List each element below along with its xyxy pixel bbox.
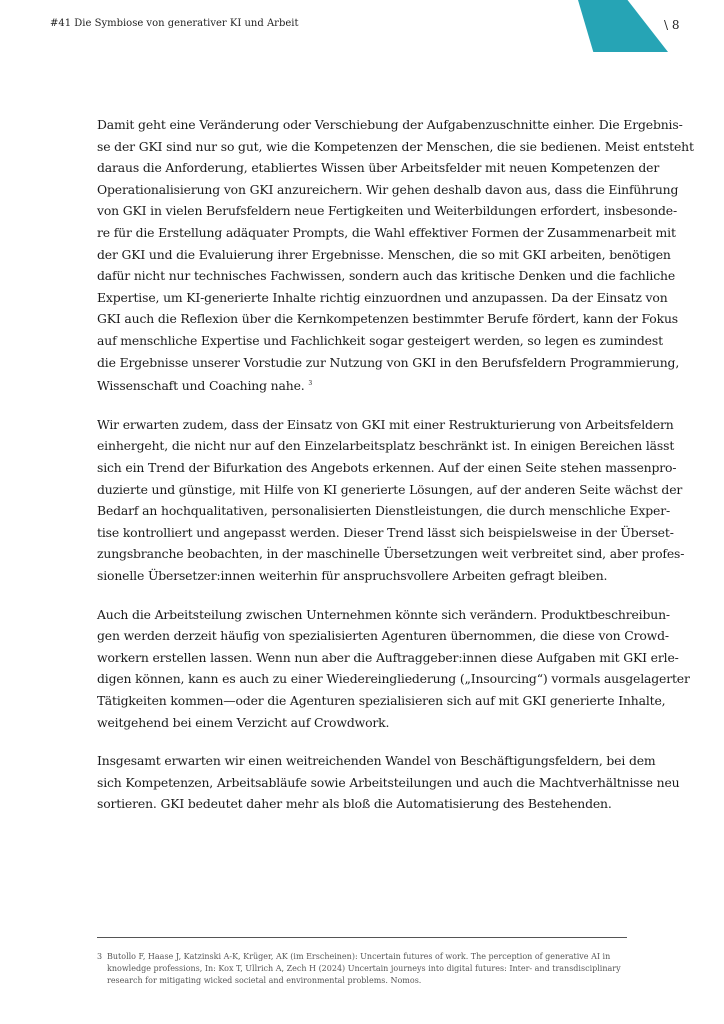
line-text: die Ergebnisse unserer Vorstudie zur Nutzung von GKI in den Berufsfeldern Programmierung, (97, 354, 680, 370)
line-text: Auch die Arbeitsteilung zwischen Unternehmen könnte sich verändern. Produktbeschreibun- (97, 606, 670, 622)
paragraph (97, 604, 690, 734)
text-line (97, 200, 677, 222)
text-line (97, 625, 669, 647)
line-text: gen werden derzeit häufig von spezialisierten Agenturen übernommen, die diese von Crowd- (97, 628, 669, 644)
line-text: Tätigkeiten kommen—oder die Agenturen spezialisieren sich auf mit GKI generierte Inhalte, (97, 692, 666, 708)
line-text: digen können, kann es auch zu einer Wiedereingliederung („Insourcing“) vormals ausgelagerter (97, 671, 690, 687)
text-line (97, 136, 694, 158)
footnote-number: 3 (97, 952, 103, 961)
running-title: #41 Die Symbiose von generativer KI und Arbeit (50, 18, 299, 29)
text-line (97, 114, 683, 136)
line-text: Insgesamt erwarten wir einen weitreichenden Wandel von Beschäftigungsfeldern, bei dem (97, 753, 656, 769)
text-line (97, 435, 675, 457)
text-line (97, 287, 668, 309)
text-line (97, 330, 663, 352)
text-line (97, 647, 679, 669)
text-line (97, 543, 685, 565)
text-line (97, 222, 676, 244)
line-text: daraus die Anforderung, etabliertes Wissen über Arbeitsfelder mit neuen Kompetenzen der (97, 160, 660, 176)
text-line (97, 352, 680, 374)
line-text: auf menschliche Expertise und Fachlichkeit sogar gesteigert werden, so legen es zumindest (97, 332, 663, 348)
text-line (97, 522, 674, 544)
text-line (97, 479, 683, 501)
line-text: re für die Erstellung adäquater Prompts, die Wahl effektiver Formen der Zusammenarbeit mit (97, 224, 676, 240)
text-line (97, 157, 660, 179)
line-text: Wissenschaft und Coaching nahe. (97, 378, 305, 394)
body-text (97, 114, 694, 832)
paragraph (97, 750, 680, 815)
line-text: sich Kompetenzen, Arbeitsabläufe sowie Arbeitsteilungen und auch die Machtverhältnisse neu (97, 774, 680, 790)
footnote-ref[interactable]: 3 (308, 380, 313, 388)
line-text: Damit geht eine Veränderung oder Verschiebung der Aufgabenzuschnitte einher. Die Ergebnis- (97, 117, 683, 132)
line-text: Wir erwarten zudem, dass der Einsatz von GKI mit einer Restrukturierung von Arbeitsfeldern (97, 416, 674, 432)
line-text: GKI auch die Reflexion über die Kernkompetenzen bestimmter Berufe fördert, kann der Fokus (97, 311, 678, 327)
text-line (97, 265, 676, 287)
line-text: zungsbranche beobachten, in der maschinelle Übersetzungen weit verbreitet sind, aber profes- (97, 546, 685, 562)
text-line (97, 373, 627, 397)
line-text: sionelle Übersetzer:innen weiterhin für anspruchsvollere Arbeiten gefragt bleiben. (97, 568, 608, 583)
line-text: Expertise, um KI-generierte Inhalte richtig einzuordnen und anzupassen. Da der Einsatz von (97, 289, 668, 305)
text-line (97, 772, 680, 794)
line-text: workern erstellen lassen. Wenn nun aber die Auftraggeber:innen diese Aufgaben mit GKI erle- (97, 649, 679, 665)
text-line (97, 308, 678, 330)
line-text: Bedarf an hochqualitativen, personalisierten Dienstleistungen, die durch menschliche Exper- (97, 503, 670, 519)
line-text: tise kontrolliert und angepasst werden. Dieser Trend lässt sich beispielsweise in der Überset- (97, 524, 674, 540)
footnote-text: Butollo F, Haase J, Katzinski A-K, Krüger, AK (im Erscheinen): Uncertain futures of work. The perception of generative AI in knowledge professions, In: Kox T, Ullrich A, Zech H (2024) Uncertain journeys into digital futures: Inter- and transdisciplinary research for mitigating wicked societal and environmental problems. Nomos. (107, 952, 621, 985)
text-line (97, 244, 671, 266)
paragraph (97, 414, 685, 587)
line-text: weitgehend bei einem Verzicht auf Crowdwork. (97, 714, 390, 730)
text-line (97, 750, 656, 772)
text-line (97, 414, 674, 436)
line-text: duzierte und günstige, mit Hilfe von KI generierte Lösungen, auf der anderen Seite wächst der (97, 481, 683, 497)
text-line (97, 793, 627, 815)
text-line (97, 179, 679, 201)
text-line (97, 457, 677, 479)
text-line (97, 668, 690, 690)
text-line (97, 565, 627, 587)
paragraph (97, 114, 694, 397)
text-line (97, 712, 627, 734)
line-text: der GKI und die Evaluierung ihrer Ergebnisse. Menschen, die so mit GKI arbeiten, benötigen (97, 246, 671, 262)
footnote-divider (97, 937, 627, 938)
line-text: von GKI in vielen Berufsfeldern neue Fertigkeiten und Weiterbildungen erfordert, insbesonde- (97, 203, 677, 219)
line-text: sich ein Trend der Bifurkation des Angebots erkennen. Auf der einen Seite stehen massenpro- (97, 460, 677, 476)
line-text: sortieren. GKI bedeutet daher mehr als bloß die Automatisierung des Bestehenden. (97, 796, 612, 812)
text-line (97, 690, 666, 712)
accent-tab (578, 0, 668, 52)
line-text: Operationalisierung von GKI anzureichern. Wir gehen deshalb davon aus, dass die Einführung (97, 181, 679, 197)
line-text: se der GKI sind nur so gut, wie die Kompetenzen der Menschen, die sie bedienen. Meist entsteht (97, 138, 694, 154)
text-line (97, 604, 670, 626)
text-line (97, 500, 670, 522)
page-number: \ 8 (664, 18, 680, 32)
line-text: dafür nicht nur technisches Fachwissen, sondern auch das kritische Denken und die fachliche (97, 268, 676, 284)
footnote (97, 951, 627, 987)
line-text: einhergeht, die nicht nur auf den Einzelarbeitsplatz beschränkt ist. In einigen Bereichen lässt (97, 438, 675, 454)
